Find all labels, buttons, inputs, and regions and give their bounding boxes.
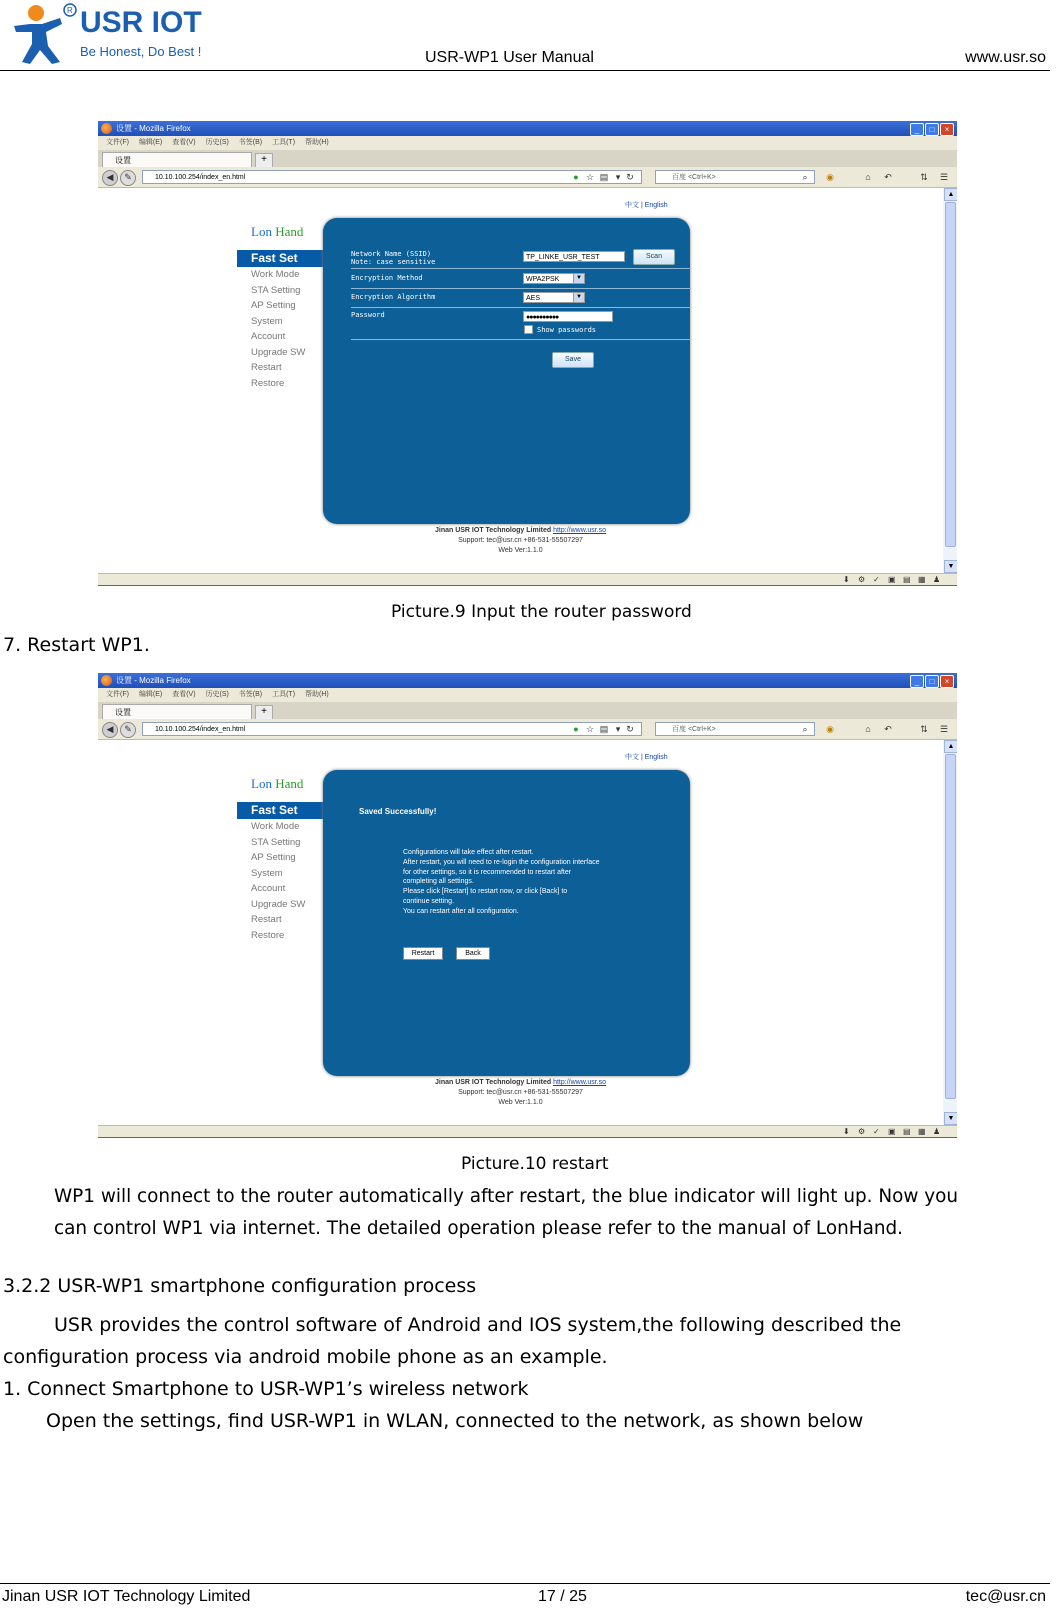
footer-support: Support: tec@usr.cn +86-531-55507297 — [458, 1089, 583, 1096]
language-links[interactable]: 中文 | English — [625, 202, 668, 209]
password-label: Password — [351, 311, 385, 319]
user-icon[interactable]: ♟ — [933, 1127, 941, 1136]
tools-icon[interactable]: ✎ — [120, 170, 136, 186]
home-icon[interactable]: ⌂ — [865, 724, 871, 734]
go-icon[interactable]: ● — [573, 724, 579, 734]
tools-icon[interactable]: ✎ — [120, 722, 136, 738]
browser-menubar — [98, 688, 957, 702]
divider — [351, 268, 691, 269]
search-box[interactable]: 百度 <Ctrl+K> — [655, 170, 815, 184]
addon-icon[interactable]: ◉ — [826, 724, 834, 734]
browser-titlebar — [98, 673, 957, 688]
reload-icon[interactable]: ↻ — [626, 172, 634, 182]
dropdown-icon[interactable]: ▾ — [615, 172, 621, 182]
enc-method-label: Encryption Method — [351, 274, 423, 282]
section-heading: 3.2.2 USR-WP1 smartphone configuration process — [3, 1275, 477, 1297]
page-footer — [98, 526, 943, 556]
tab-strip — [98, 150, 957, 167]
browser-menubar — [98, 136, 957, 150]
back-button[interactable]: Back — [456, 947, 490, 960]
download-icon[interactable]: ⇅ — [920, 724, 928, 734]
step-7: 7. Restart WP1. — [3, 634, 150, 656]
close-icon[interactable]: × — [940, 123, 954, 136]
chevron-down-icon: ▼ — [573, 274, 584, 283]
sidebar-item-fast-set[interactable]: Fast Set — [237, 802, 325, 819]
page-number: 17 / 25 — [538, 1588, 587, 1605]
sidebar-item-account[interactable]: Account — [251, 331, 286, 342]
sidebar-item-restart[interactable]: Restart — [251, 362, 282, 373]
footer-version: Web Ver:1.1.0 — [498, 1099, 543, 1106]
footer-link[interactable]: http://www.usr.so — [553, 1079, 607, 1086]
status-bar — [98, 573, 957, 586]
menu-file[interactable]: 文件(F) — [106, 139, 129, 146]
star-icon[interactable]: ☆ — [585, 172, 595, 182]
caption-picture-9: Picture.9 Input the router password — [391, 602, 692, 622]
window-icon[interactable]: ▣ — [888, 575, 896, 584]
paragraph-restart-line2: can control WP1 via internet. The detailed operation please refer to the manual of LonHand. — [54, 1218, 904, 1239]
window-title: 设置 - Mozilla Firefox — [116, 676, 191, 685]
addon-icon[interactable]: ⚙ — [858, 1127, 866, 1136]
brand-lon: Lon — [251, 776, 272, 791]
page-icon[interactable]: ▤ — [599, 172, 609, 182]
document-title: USR-WP1 User Manual — [425, 49, 594, 66]
footer-version: Web Ver:1.1.0 — [498, 547, 543, 554]
sidebar-item-ap-setting[interactable]: AP Setting — [251, 852, 296, 863]
menu-edit[interactable]: 编辑(E) — [138, 139, 163, 146]
enc-algo-select[interactable] — [523, 292, 585, 303]
save-button[interactable]: Save — [552, 352, 594, 368]
fast-set-panel — [323, 218, 690, 524]
usr-iot-logo — [8, 2, 228, 68]
message-line: You can restart after all configuration. — [403, 907, 519, 915]
browser-titlebar — [98, 121, 957, 136]
logo-slogan: Be Honest, Do Best ! — [80, 44, 202, 59]
ssid-input[interactable]: TP_LINKE_USR_TEST — [523, 251, 625, 262]
scan-button[interactable]: Scan — [633, 249, 675, 265]
menu-bookmarks[interactable]: 书签(B) — [238, 691, 263, 698]
addon-icon[interactable]: ⚙ — [858, 575, 866, 584]
menu-bookmarks[interactable]: 书签(B) — [238, 139, 263, 146]
firefox-icon — [101, 123, 112, 134]
step-1-detail: Open the settings, find USR-WP1 in WLAN, connected to the network, as shown below — [46, 1410, 864, 1432]
screenshot-router-password — [98, 121, 957, 586]
device-config-page — [98, 740, 943, 1125]
undo-icon[interactable]: ↶ — [884, 724, 892, 734]
undo-icon[interactable]: ↶ — [884, 172, 892, 182]
window-title: 设置 - Mozilla Firefox — [116, 124, 191, 133]
menu-view[interactable]: 查看(V) — [172, 139, 196, 146]
page-footer — [98, 1078, 943, 1108]
divider — [351, 339, 691, 340]
scroll-up-icon[interactable]: ▲ — [944, 740, 957, 753]
menu-icon[interactable]: ☰ — [939, 172, 949, 182]
brand-hand: Hand — [275, 776, 304, 791]
enc-method-select[interactable] — [523, 273, 585, 284]
menu-history[interactable]: 历史(S) — [205, 139, 229, 146]
divider — [351, 288, 691, 289]
maximize-icon[interactable]: □ — [925, 675, 939, 688]
scroll-down-icon[interactable]: ▼ — [944, 1112, 957, 1125]
addon-icon[interactable]: ◉ — [826, 172, 834, 182]
enc-method-value: WPA2PSK — [526, 276, 560, 283]
config-sidebar — [237, 250, 325, 391]
message-line: for other settings, so it is recommended to restart after — [403, 868, 572, 876]
maximize-icon[interactable]: □ — [925, 123, 939, 136]
saved-title: Saved Successfully! — [359, 807, 437, 816]
sidebar-item-restart[interactable]: Restart — [251, 914, 282, 925]
page-icon[interactable]: ▤ — [903, 575, 911, 584]
tab-strip — [98, 702, 957, 719]
vertical-scrollbar[interactable] — [943, 188, 957, 573]
show-passwords-checkbox[interactable] — [524, 325, 533, 334]
search-box[interactable]: 百度 <Ctrl+K> — [655, 722, 815, 736]
svg-text:R: R — [67, 6, 73, 15]
menu-help[interactable]: 帮助(H) — [305, 691, 329, 698]
vertical-scrollbar[interactable] — [943, 740, 957, 1125]
show-passwords-label: Show passwords — [537, 326, 597, 334]
go-icon[interactable]: ● — [573, 172, 579, 182]
sidebar-item-work-mode[interactable]: Work Mode — [251, 821, 300, 832]
paragraph-restart-line1: WP1 will connect to the router automatically after restart, the blue indicator will light up. Now you — [54, 1186, 959, 1207]
sidebar-item-upgrade-sw[interactable]: Upgrade SW — [251, 898, 306, 910]
sidebar-item-system[interactable]: System — [251, 315, 283, 327]
firefox-icon — [101, 675, 112, 686]
screen-icon[interactable]: ▦ — [918, 1127, 926, 1136]
header-url[interactable]: www.usr.so — [965, 49, 1046, 66]
message-line: After restart, you will need to re-login the configuration interface — [403, 858, 600, 866]
scroll-thumb[interactable] — [945, 754, 956, 1099]
enc-algo-value: AES — [526, 295, 541, 302]
footer-company: Jinan USR IOT Technology Limited — [2, 1588, 251, 1605]
menu-history[interactable]: 历史(S) — [205, 691, 229, 698]
language-links[interactable]: 中文 | English — [625, 754, 668, 761]
footer-email[interactable]: tec@usr.cn — [965, 1588, 1046, 1605]
menu-view[interactable]: 查看(V) — [172, 691, 196, 698]
tool-icon[interactable]: ✓ — [873, 575, 880, 584]
footer-company: Jinan USR IOT Technology Limited — [434, 1079, 552, 1086]
enc-algo-label: Encryption Algorithm — [351, 293, 436, 301]
saved-panel — [323, 770, 690, 1076]
config-sidebar — [237, 802, 325, 943]
download-icon[interactable]: ⬇ — [843, 1127, 850, 1136]
paragraph-software-line1: USR provides the control software of Android and IOS system,the following described the — [54, 1314, 902, 1336]
brand-hand: Hand — [275, 224, 304, 239]
footer-divider — [0, 1583, 1050, 1584]
sidebar-item-sta-setting[interactable]: STA Setting — [251, 836, 301, 848]
search-icon[interactable]: ⌕ — [802, 724, 808, 734]
password-input[interactable]: ●●●●●●●●●● — [523, 311, 613, 322]
user-icon[interactable]: ♟ — [933, 575, 941, 584]
menu-edit[interactable]: 编辑(E) — [138, 691, 163, 698]
browser-tab[interactable]: 设置 — [102, 152, 252, 167]
address-bar[interactable]: 10.10.100.254/index_en.html — [142, 722, 642, 736]
back-arrow-icon[interactable]: ◀ — [102, 170, 118, 186]
dropdown-icon[interactable]: ▾ — [615, 724, 621, 734]
tool-icon[interactable]: ✓ — [873, 1127, 880, 1136]
sidebar-item-upgrade-sw[interactable]: Upgrade SW — [251, 346, 306, 358]
sidebar-item-account[interactable]: Account — [251, 883, 286, 894]
address-bar[interactable]: 10.10.100.254/index_en.html — [142, 170, 642, 184]
sidebar-item-ap-setting[interactable]: AP Setting — [251, 300, 296, 311]
reload-icon[interactable]: ↻ — [626, 724, 634, 734]
message-line: completing all settings. — [403, 878, 474, 886]
caption-picture-10: Picture.10 restart — [461, 1154, 609, 1174]
step-1: 1. Connect Smartphone to USR-WP1’s wireless network — [3, 1378, 529, 1400]
sidebar-item-restore[interactable]: Restore — [251, 377, 285, 389]
back-arrow-icon[interactable]: ◀ — [102, 722, 118, 738]
message-line: continue setting. — [403, 897, 454, 905]
lonhand-brand — [251, 776, 303, 792]
minimize-icon[interactable]: _ — [910, 675, 924, 688]
saved-message — [403, 848, 643, 917]
ssid-note: Note: case sensitive — [351, 258, 436, 266]
chevron-down-icon: ▼ — [573, 293, 584, 302]
browser-tab[interactable]: 设置 — [102, 704, 252, 719]
navigation-bar — [98, 719, 957, 740]
scroll-down-icon[interactable]: ▼ — [944, 560, 957, 573]
window-icon[interactable]: ▣ — [888, 1127, 896, 1136]
new-tab-button[interactable]: + — [255, 705, 273, 720]
sidebar-item-system[interactable]: System — [251, 867, 283, 879]
message-line: Configurations will take effect after restart. — [403, 849, 534, 856]
page-icon[interactable]: ▤ — [903, 1127, 911, 1136]
message-line: Please click [Restart] to restart now, or click [Back] to — [403, 888, 568, 896]
sidebar-item-fast-set[interactable]: Fast Set — [237, 250, 325, 267]
footer-support: Support: tec@usr.cn +86-531-55507297 — [458, 537, 583, 544]
menu-help[interactable]: 帮助(H) — [305, 139, 329, 146]
scroll-up-icon[interactable]: ▲ — [944, 188, 957, 201]
logo-text: USR IOT — [80, 6, 202, 39]
close-icon[interactable]: × — [940, 675, 954, 688]
sidebar-item-restore[interactable]: Restore — [251, 929, 285, 941]
screen-icon[interactable]: ▦ — [918, 575, 926, 584]
menu-file[interactable]: 文件(F) — [106, 691, 129, 698]
sidebar-item-sta-setting[interactable]: STA Setting — [251, 284, 301, 296]
footer-company: Jinan USR IOT Technology Limited — [434, 527, 552, 534]
search-icon[interactable]: ⌕ — [802, 172, 808, 182]
header-divider — [0, 70, 1050, 71]
screenshot-restart — [98, 673, 957, 1138]
divider — [351, 307, 691, 308]
brand-lon: Lon — [251, 224, 272, 239]
lonhand-brand — [251, 224, 303, 240]
minimize-icon[interactable]: _ — [910, 123, 924, 136]
menu-icon[interactable]: ☰ — [939, 724, 949, 734]
menu-tools[interactable]: 工具(T) — [272, 139, 296, 146]
star-icon[interactable]: ☆ — [585, 724, 595, 734]
navigation-bar — [98, 167, 957, 188]
status-bar — [98, 1125, 957, 1138]
download-icon[interactable]: ⬇ — [843, 575, 850, 584]
menu-tools[interactable]: 工具(T) — [272, 691, 296, 698]
new-tab-button[interactable]: + — [255, 153, 273, 168]
sidebar-item-work-mode[interactable]: Work Mode — [251, 269, 300, 280]
download-icon[interactable]: ⇅ — [920, 172, 928, 182]
home-icon[interactable]: ⌂ — [865, 172, 871, 182]
footer-link[interactable]: http://www.usr.so — [553, 527, 607, 534]
device-config-page — [98, 188, 943, 573]
ssid-label: Network Name (SSID) — [351, 250, 432, 258]
restart-button[interactable]: Restart — [403, 947, 443, 960]
scroll-thumb[interactable] — [945, 202, 956, 547]
paragraph-software-line2: configuration process via android mobile phone as an example. — [3, 1346, 608, 1368]
page-icon[interactable]: ▤ — [599, 724, 609, 734]
